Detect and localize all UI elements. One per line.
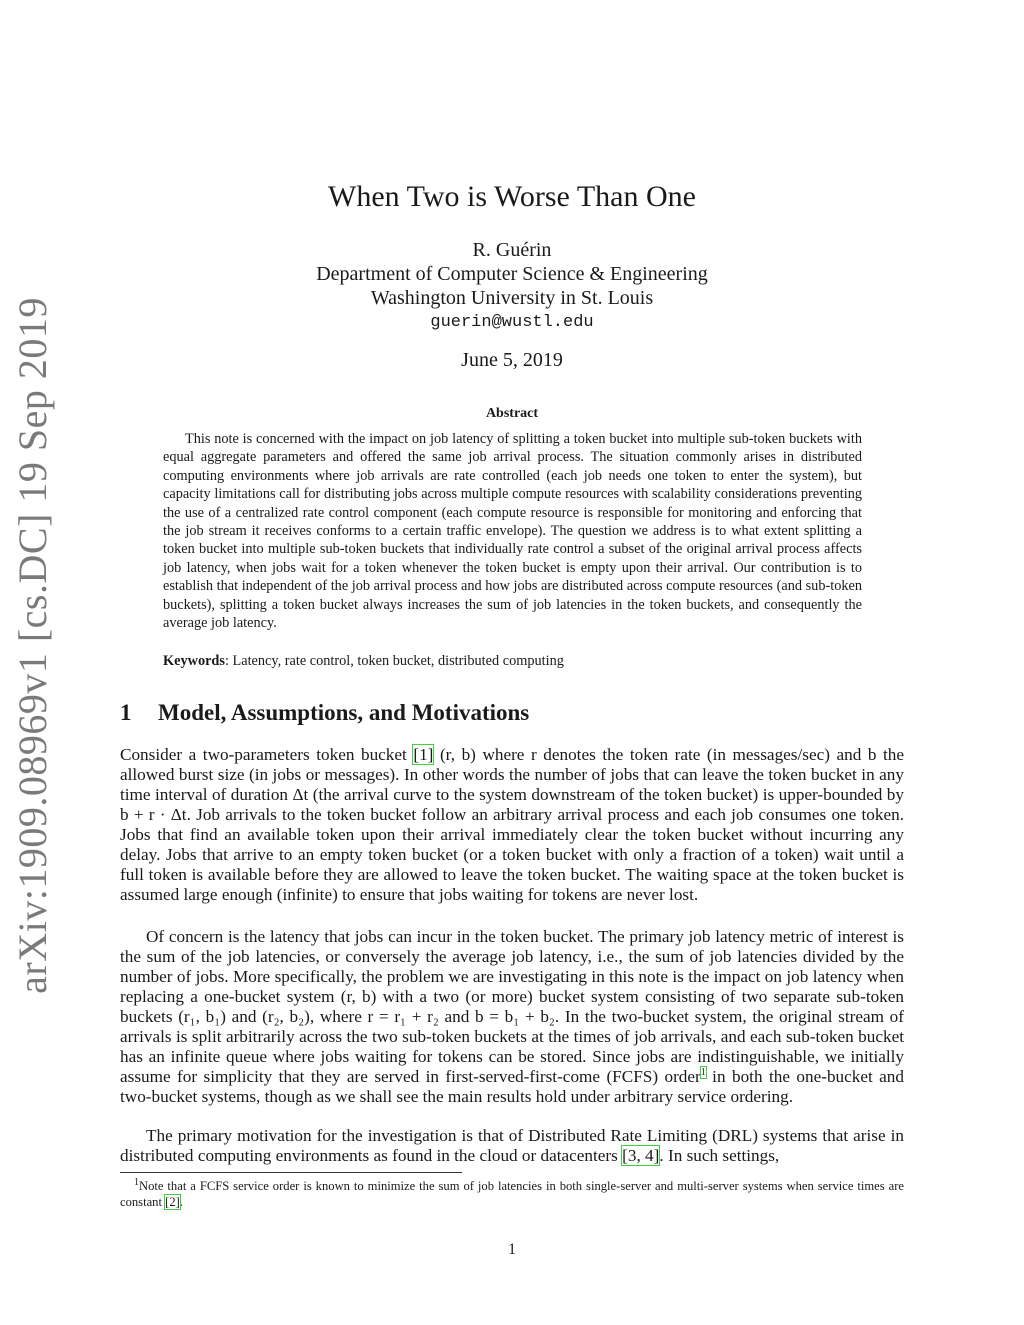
affiliation-department: Department of Computer Science & Engineering [316,263,708,285]
paragraph-2-text-a: Of concern is the latency that jobs can incur in the token bucket. The primary job latency metric of interest is the sum of the job latencies, or conversely the average job latency, i.e., the sum of job latencies divided by the number of jobs. More specifically, the problem we are investigating in this note is the impact on job latency when replacing a one-bucket system (r, b) with a two (or more) bucket system consisting of two separate sub-token buckets (r₁, b₁) and (r₂, b₂), where r = r₁ + r₂ and b = b₁ + b₂. In the two-bucket system, the original stream of arrivals is split arbitrarily across the two sub-token buckets at the times of job arrivals, and each sub-token bucket has an infinite queue where jobs waiting for tokens can be stored. Since jobs are indistinguishable, we initially assume for simplicity that they are served in first-served-first-come (FCFS) order [120,927,904,1086]
author-email[interactable]: guerin@wustl.edu [430,313,594,332]
footnote-text-a: Note that a FCFS service order is known to minimize the sum of job latencies in both single-server and multi-server systems when service times are constant [120,1179,904,1209]
paragraph-3-text-a: The primary motivation for the investigation is that of Distributed Rate Limiting (DRL) systems that arise in distributed computing environments as found in the cloud or datacenters [120,1126,904,1165]
paper-title: When Two is Worse Than One [328,180,696,213]
section-title: Model, Assumptions, and Motivations [158,700,530,725]
section-number: 1 [120,700,132,725]
paragraph-1 [120,745,904,905]
paragraph-3 [120,1126,904,1166]
footnote-1-link[interactable]: 1 [700,1067,706,1079]
page-number: 1 [508,1241,516,1258]
abstract-text: This note is concerned with the impact on job latency of splitting a token bucket into multiple sub-token buckets with equal aggregate parameters and offered the same job arrival process. The situation commonly arises in distributed computing environments where job arrivals are rate controlled (each job needs one token to enter the system), but capacity limitations call for distributing jobs across multiple compute resources with scalability considerations preventing the use of a centralized rate control component (each compute resource is responsible for monitoring and enforcing that the job stream it receives conforms to a certain traffic envelope). The question we address is to what extent splitting a token bucket into multiple sub-token buckets that individually rate control a subset of the original arrival process affects job latency, when jobs wait for a token whenever the token bucket is empty upon their arrival. Our contribution is to establish that independent of the job arrival process and how jobs are distributed across compute resources (and sub-token buckets), splitting a token bucket always increases the sum of job latencies in the token buckets, and consequently the average job latency. [163,431,862,632]
footnote-mark: 1 [134,1176,139,1188]
citation-3-4-link[interactable]: [3, 4] [622,1146,660,1165]
citation-1-link[interactable]: [1] [413,745,434,764]
footnote-text-b: . [179,1195,183,1209]
abstract-heading: Abstract [485,406,539,421]
section-heading [120,700,529,726]
paragraph-1-text-b: (r, b) where r denotes the token rate (in messages/sec) and b the allowed burst size (in jobs or messages). In other words the number of jobs that can leave the token bucket in any time interval of duration Δt (the arrival curve to the system downstream of the token bucket) is upper-bounded by b + r · Δt. Job arrivals to the token bucket follow an arbitrary arrival process and each job consumes one token. Jobs that find an available token upon their arrival immediately clear the token bucket without incurring any delay. Jobs that arrive to an empty token bucket (or a token bucket with only a fraction of a token) wait until a full token is available before they are allowed to leave the token bucket. The waiting space at the token bucket is assumed large enough (infinite) to ensure that jobs waiting for tokens are never lost. [120,745,904,904]
arxiv-stamp: arXiv:1909.08969v1 [cs.DC] 19 Sep 2019 [9,296,55,994]
keywords-list: : Latency, rate control, token bucket, distributed computing [224,653,564,669]
paragraph-3-text-b: . In such settings, [659,1146,780,1165]
paragraph-1-text-a: Consider a two-parameters token bucket [120,745,414,764]
author-name: R. Guérin [472,239,552,261]
paragraph-2 [120,927,904,1107]
keywords-label: Keywords [163,653,225,669]
affiliation-university: Washington University in St. Louis [370,287,654,309]
keywords [163,653,863,670]
paper-date: June 5, 2019 [461,349,563,371]
paragraph-2-text-b: in both the one-bucket and two-bucket systems, though as we shall see the main results hold under arbitrary service ordering. [120,1067,904,1106]
footnote-divider [120,1172,462,1173]
footnote-1 [120,1178,904,1210]
citation-2-link[interactable]: [2] [165,1195,180,1209]
